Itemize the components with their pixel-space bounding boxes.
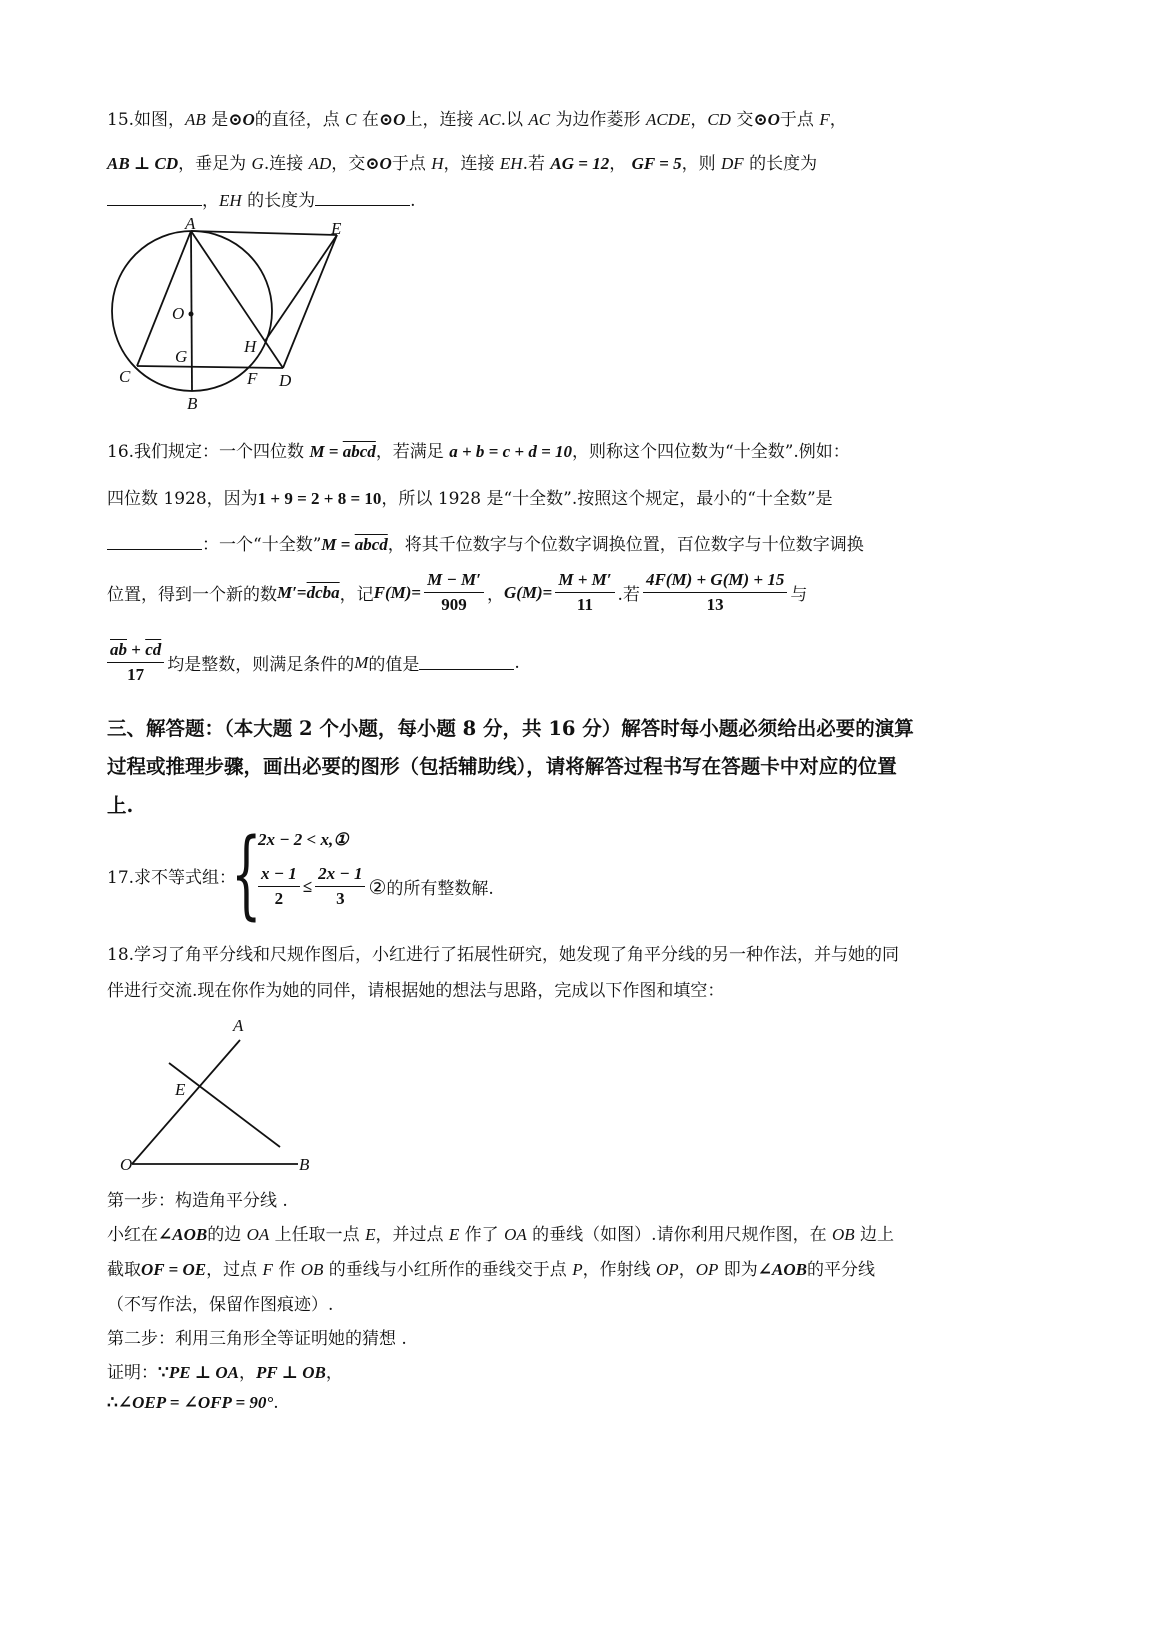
label-e: E <box>331 219 342 238</box>
text: 的值是 <box>368 655 420 675</box>
text: 的长度为 <box>241 191 316 211</box>
circled-number: ② <box>368 874 387 899</box>
text: 即为 <box>718 1260 758 1280</box>
var: M <box>354 652 369 672</box>
text: 是 <box>205 110 229 130</box>
ray-oa <box>132 1040 240 1164</box>
function-g: G(M) <box>503 582 543 602</box>
label-e: E <box>175 1080 186 1099</box>
math: = <box>296 582 307 602</box>
math: = <box>324 442 343 461</box>
section-3-heading-line-2: 过程或推理步骤，画出必要的图形（包括辅助线），请将解答过程书写在答题卡中对应的位置 <box>107 755 897 778</box>
text: . <box>410 191 416 211</box>
var: OP <box>695 1260 719 1279</box>
answer-blank[interactable] <box>419 655 514 670</box>
var: C <box>345 110 357 129</box>
q16-line-1 <box>107 437 850 462</box>
denominator: 17 <box>127 665 145 684</box>
q15-line-3 <box>107 186 415 211</box>
q18-line-2: 伴进行交流.现在你作为她的同伴，请根据她的想法与思路，完成以下作图和填空： <box>107 981 725 1001</box>
label-a: A <box>233 1016 244 1035</box>
q16-line-4 <box>107 570 807 615</box>
text: .若 <box>617 585 640 605</box>
var: AD <box>308 154 332 173</box>
denominator: 2 <box>274 889 284 908</box>
var: P <box>572 1260 583 1279</box>
text: ，连接 <box>443 154 500 174</box>
denominator: 11 <box>576 595 593 614</box>
q18-angle-figure <box>115 1015 325 1177</box>
var: AC <box>528 110 551 129</box>
angle: ∠AOB <box>158 1225 208 1244</box>
numerator <box>107 640 164 663</box>
label-b: B <box>299 1155 310 1174</box>
text: ， <box>609 154 632 174</box>
label-c: C <box>119 367 131 386</box>
text: 截取 <box>107 1260 141 1280</box>
text: 上，连接 <box>405 110 479 130</box>
text: ，过点 <box>206 1260 263 1280</box>
math: AG = 12 <box>550 154 610 173</box>
q15-line-2 <box>107 149 817 174</box>
math: a + b = c + d = 10 <box>449 442 573 461</box>
var: CD <box>707 110 731 129</box>
text: .连接 <box>263 154 309 174</box>
text: 的平分线 <box>806 1260 875 1280</box>
text: ，交 <box>331 154 366 174</box>
q16-line-5 <box>107 640 520 685</box>
label-o: O <box>172 304 185 323</box>
text: 边上 <box>854 1225 895 1245</box>
text: . <box>514 652 520 673</box>
fraction-ab-cd <box>107 640 164 685</box>
therefore-symbol: ∴ <box>107 1393 118 1412</box>
text: 上任取一点 <box>269 1225 366 1245</box>
text: ， <box>239 1363 256 1383</box>
numerator: M + M′ <box>555 570 614 593</box>
text: 16.我们规定：一个四位数 <box>107 442 310 462</box>
center-dot <box>189 312 194 317</box>
text: 均是整数，则满足条件的 <box>167 655 355 675</box>
label-g: G <box>175 347 188 366</box>
segment-cd <box>137 366 283 368</box>
text: 作 <box>272 1260 301 1280</box>
circle-symbol: ⊙O <box>378 110 406 129</box>
perpendicular-at-e <box>169 1063 280 1147</box>
var: ACDE <box>645 110 691 129</box>
numerator: 2x − 1 <box>315 864 365 887</box>
fraction-left <box>258 864 300 909</box>
numerator: 4F(M) + G(M) + 15 <box>643 570 787 593</box>
var: M <box>309 442 325 461</box>
math-perp: AB ⊥ CD <box>107 154 179 173</box>
q18-proof-line-2 <box>107 1393 279 1413</box>
q18-step1-line-3: （不写作法，保留作图痕迹）. <box>107 1295 334 1315</box>
text: 在 <box>356 110 379 130</box>
var: F <box>262 1260 273 1279</box>
text: 的长度为 <box>743 154 818 174</box>
fraction-g <box>555 570 614 615</box>
var: OB <box>300 1260 324 1279</box>
q18-step1-title: 第一步：构造角平分线 . <box>107 1191 288 1211</box>
label-h: H <box>244 337 257 356</box>
var: M′ <box>277 582 297 602</box>
text: 为边作菱形 <box>550 110 646 130</box>
math: 1 + 9 = 2 + 8 = 10 <box>257 489 382 508</box>
var: OB <box>831 1225 855 1244</box>
angle: ∠AOB <box>757 1260 807 1279</box>
text: 的直径，点 <box>254 110 346 130</box>
math: OF = OE <box>141 1260 207 1279</box>
function-f: F(M) <box>373 582 412 602</box>
math: GF = 5 <box>631 154 682 173</box>
overline-number: abcd <box>342 442 376 461</box>
text: ，则称这个四位数为“十全数”.例如： <box>572 442 850 462</box>
text: ，将其千位数字与个位数字调换位置，百位数字与十位数字调换 <box>387 535 864 555</box>
system-brace: { <box>231 818 262 930</box>
var: AC <box>478 110 501 129</box>
text: 证明： <box>107 1363 158 1383</box>
overline-number: $\overline{cd}$ <box>145 640 162 659</box>
text: 作了 <box>459 1225 505 1245</box>
text: 15.如图， <box>107 110 186 130</box>
text: .以 <box>500 110 529 130</box>
var: EH <box>499 154 523 173</box>
math: = <box>411 582 422 602</box>
math: + <box>127 640 146 659</box>
label-a: A <box>185 218 196 233</box>
answer-blank[interactable] <box>315 191 410 206</box>
text: 的垂线（如图）.请你利用尺规作图，在 <box>526 1225 832 1245</box>
var: EH <box>219 191 242 210</box>
q17-inequality-1 <box>258 830 348 850</box>
math: PF ⊥ OB <box>256 1363 326 1382</box>
var: AB <box>185 110 206 129</box>
circle-symbol: ⊙O <box>753 110 780 129</box>
overline-number: dcba <box>306 582 340 602</box>
var: OA <box>504 1225 527 1244</box>
q18-line-1: 18.学习了角平分线和尺规作图后，小红进行了拓展性研究，她发现了角平分线的另一种作法，并与她的同 <box>107 945 900 965</box>
var: G <box>251 154 264 173</box>
q18-proof-line-1 <box>107 1358 343 1383</box>
label-f: F <box>247 369 258 388</box>
denominator: 13 <box>706 595 724 614</box>
text: ， <box>486 585 504 605</box>
segment-ac <box>137 231 191 366</box>
circle-symbol: ⊙O <box>228 110 255 129</box>
text: 位置，得到一个新的数 <box>107 585 277 605</box>
var: E <box>448 1225 460 1244</box>
denominator: 909 <box>441 595 467 614</box>
text: .若 <box>522 154 551 174</box>
text: 的所有整数解. <box>386 879 494 899</box>
text: . <box>273 1393 279 1413</box>
var: E <box>365 1225 376 1244</box>
text: 与 <box>790 585 808 605</box>
answer-blank[interactable] <box>107 191 202 206</box>
numerator: M − M′ <box>424 570 484 593</box>
operator: ≤ <box>302 876 313 896</box>
fraction-f <box>424 570 484 615</box>
q17-inequality-2 <box>258 864 494 909</box>
text: ， <box>325 1363 343 1383</box>
math: = <box>542 582 553 602</box>
text: ， <box>829 110 847 130</box>
section-3-heading-line-3: 上. <box>107 794 134 817</box>
overline-number: abcd <box>354 535 388 554</box>
label-d: D <box>279 371 292 390</box>
math: PE ⊥ OA <box>168 1363 239 1382</box>
math: = <box>336 535 355 554</box>
q16-line-2 <box>107 484 833 509</box>
label-o: O <box>120 1155 133 1174</box>
inequality: 2x − 2 < x,① <box>258 830 349 849</box>
text: ：一个“十全数” <box>202 535 322 555</box>
q18-step1-line-1 <box>107 1220 894 1245</box>
numerator: x − 1 <box>258 864 300 887</box>
text: ，则 <box>681 154 722 174</box>
q15-line-1 <box>107 105 847 130</box>
var: OA <box>246 1225 270 1244</box>
text: ， <box>678 1260 696 1280</box>
text: 于点 <box>391 154 432 174</box>
q16-line-3 <box>107 530 864 555</box>
overline-number: $\overline{ab}$ <box>110 640 127 659</box>
circle-symbol: ⊙O <box>365 154 392 173</box>
q15-geometry-figure <box>105 218 365 414</box>
text: ，作射线 <box>582 1260 657 1280</box>
text: ，所以 1928 是“十全数”.按照这个规定，最小的“十全数”是 <box>381 489 833 509</box>
because-symbol: ∵ <box>158 1363 169 1382</box>
text: ，垂足为 <box>178 154 252 174</box>
text: ， <box>202 191 219 211</box>
var: OP <box>656 1260 679 1279</box>
denominator: 3 <box>336 889 345 908</box>
section-3-heading-line-1: 三、解答题：（本大题 2 个小题，每小题 8 分，共 16 分）解答时每小题必须给出必要的演算 <box>107 717 914 740</box>
var: M <box>321 535 337 554</box>
q18-step2-title: 第二步：利用三角形全等证明她的猜想 . <box>107 1329 407 1349</box>
text: 小红在 <box>107 1225 158 1245</box>
text: ，记 <box>339 585 374 605</box>
q17-prefix: 17.求不等式组： <box>107 868 237 888</box>
fraction-ratio <box>643 570 787 615</box>
var: F <box>819 110 830 129</box>
text: 于点 <box>779 110 820 130</box>
var: DF <box>721 154 744 173</box>
segment-ad <box>191 231 283 368</box>
label-b: B <box>187 394 198 413</box>
fraction-right <box>315 864 365 909</box>
text: ，若满足 <box>375 442 450 462</box>
text: 交 <box>730 110 754 130</box>
var: H <box>431 154 444 173</box>
text: ， <box>690 110 708 130</box>
answer-blank[interactable] <box>107 535 202 550</box>
text: 的垂线与小红所作的垂线交于点 <box>323 1260 573 1280</box>
q18-step1-line-2 <box>107 1255 875 1280</box>
text: 的边 <box>207 1225 247 1245</box>
text: ，并过点 <box>375 1225 449 1245</box>
text: 四位数 1928，因为 <box>107 489 258 509</box>
math: ∠OEP = ∠OFP = 90° <box>117 1393 274 1412</box>
